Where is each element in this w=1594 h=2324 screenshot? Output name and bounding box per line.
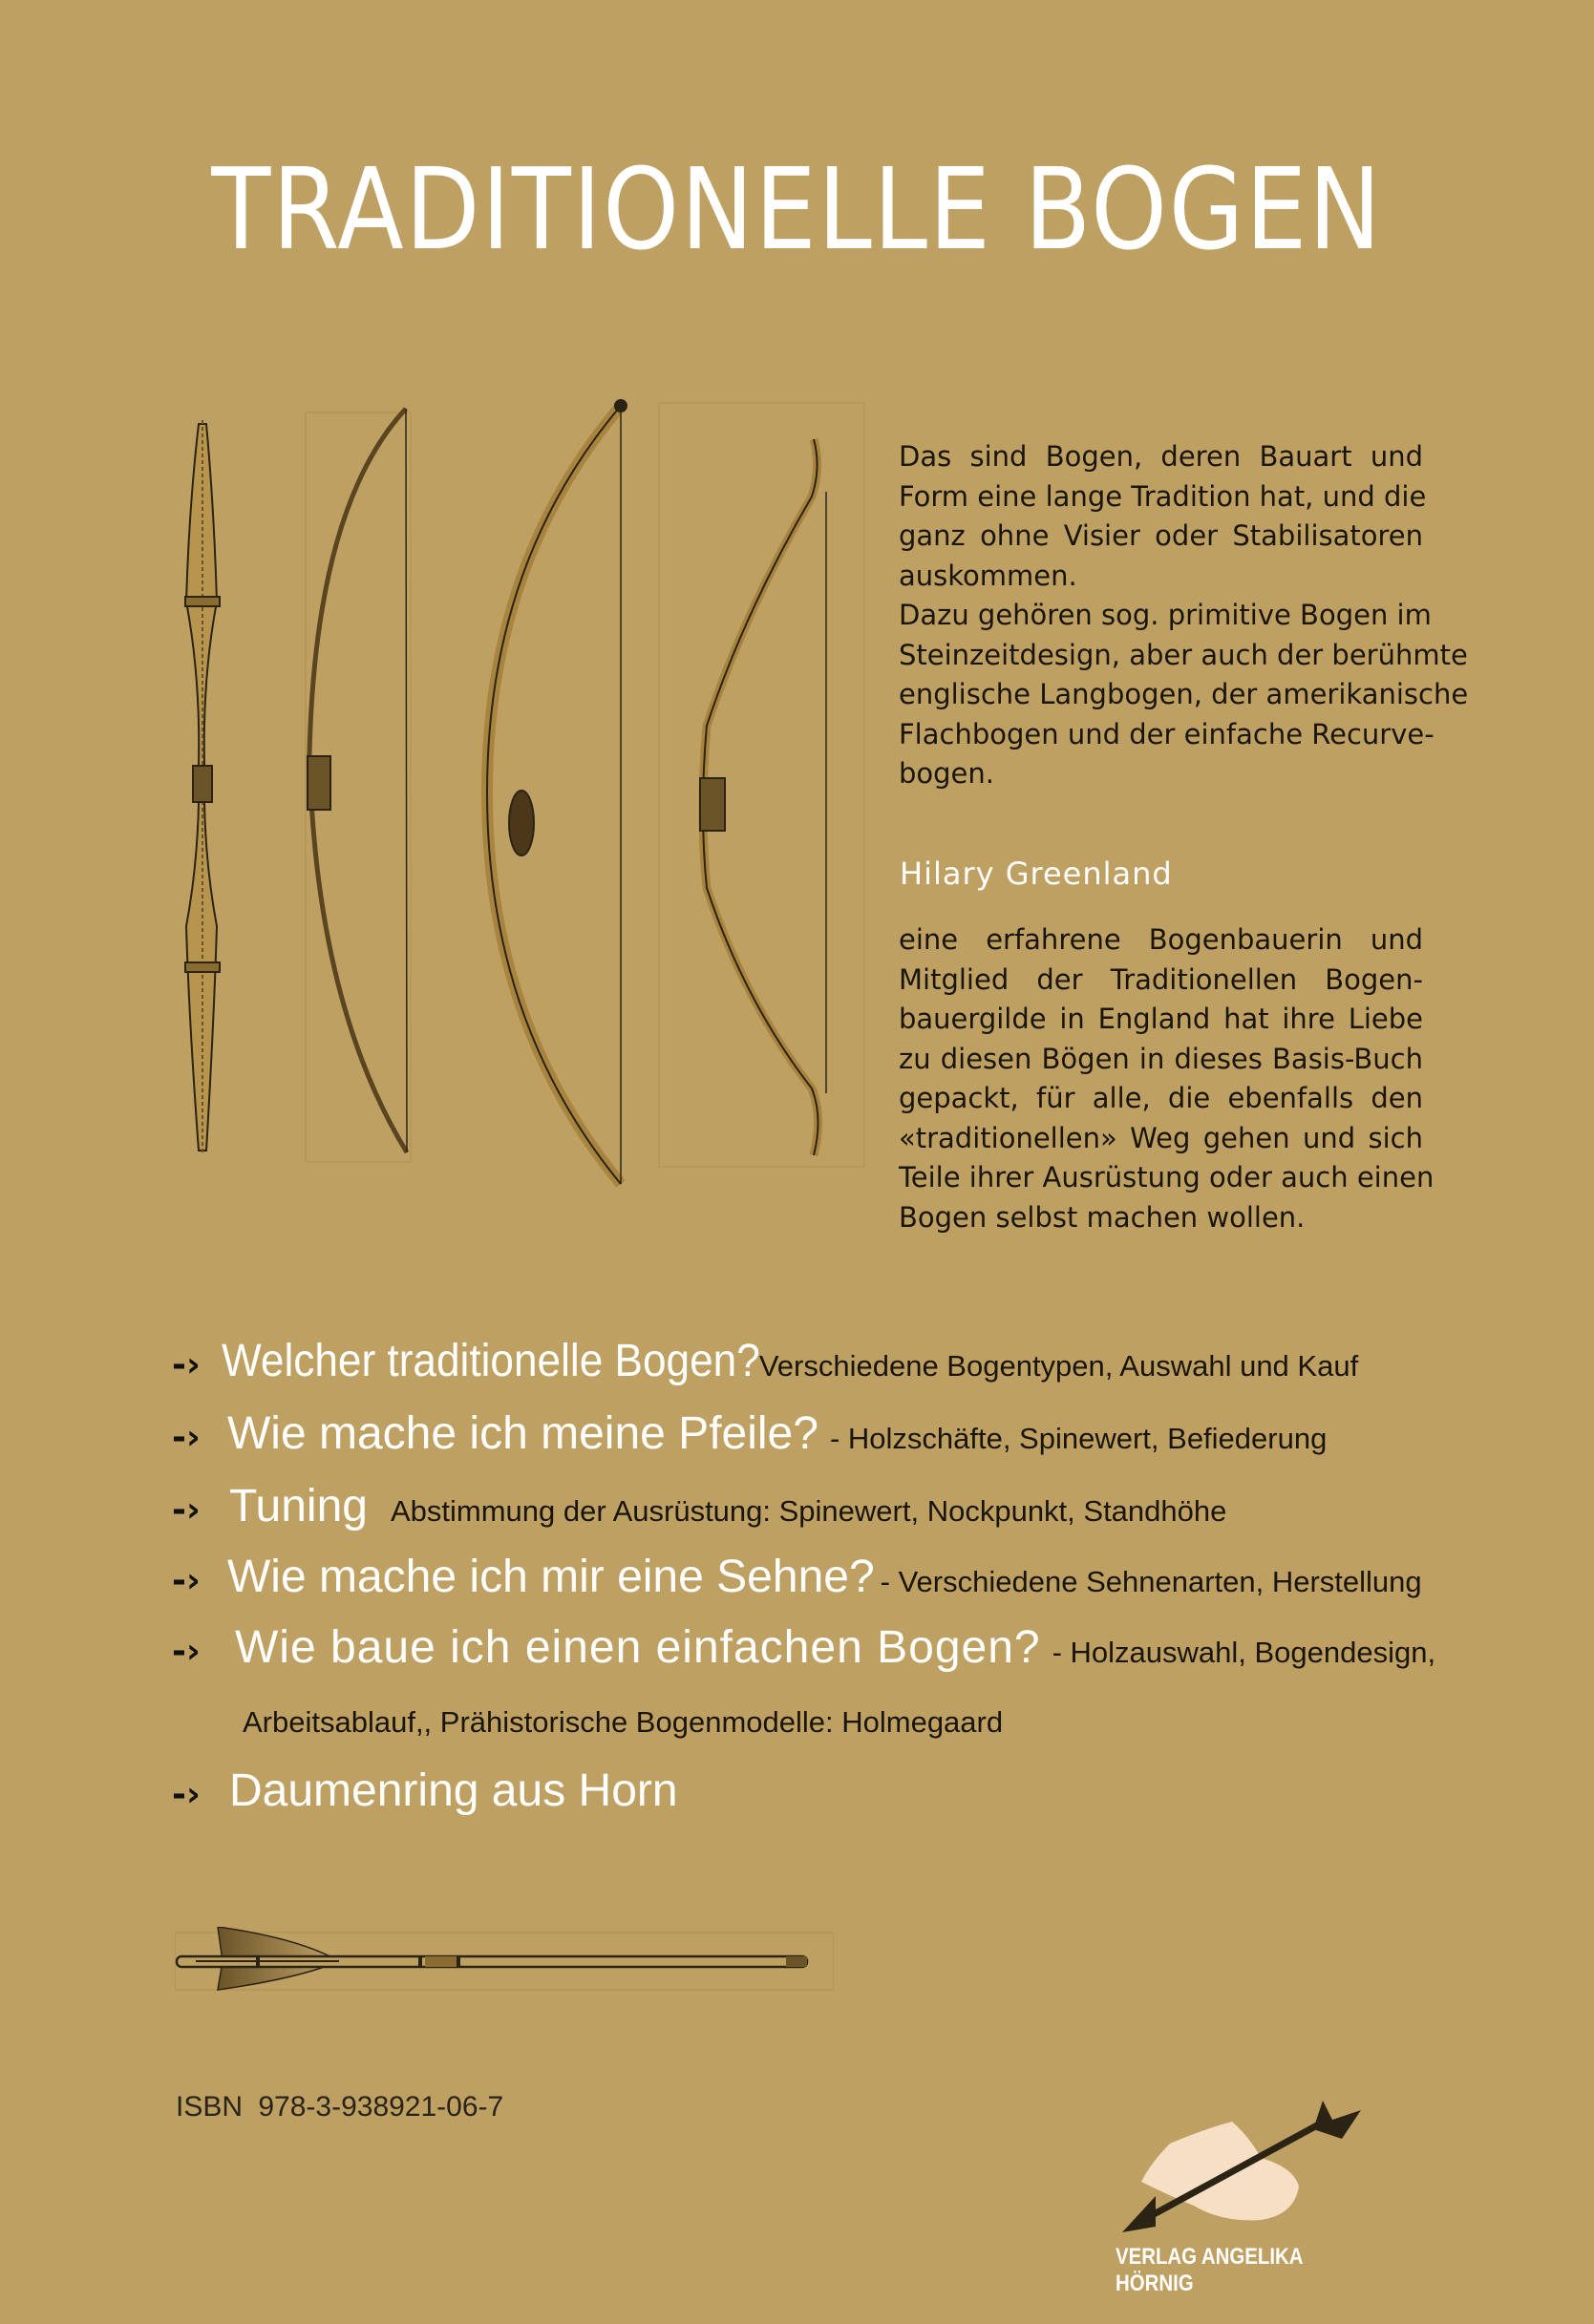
intro-line: Steinzeitdesign, aber auch der berühmte	[899, 638, 1468, 671]
intro-line: englische Langbogen, der amerikanische	[899, 678, 1469, 710]
flatbow	[487, 400, 627, 1184]
arrow-bullet-icon: -›	[172, 1490, 201, 1530]
author-name: Hilary Greenland	[900, 856, 1173, 892]
intro-line: ganz ohne Visier oder Stabilisatoren	[899, 519, 1423, 552]
topic-item	[172, 1621, 1435, 1674]
topic-detail: - Holzschäfte, Spinewert, Befiederung	[829, 1422, 1328, 1455]
intro-line: bogen.	[899, 757, 994, 790]
arrow-illustration	[175, 1927, 834, 1994]
isbn: ISBN 978-3-938921-06-7	[176, 2091, 504, 2123]
topic-detail: Verschiedene Bogentypen, Auswahl und Kauf	[758, 1349, 1359, 1383]
topic-item	[172, 1407, 1327, 1460]
bio-line: «traditionellen» Weg gehen und sich	[899, 1121, 1423, 1154]
intro-line: Flachbogen und der einfache Recurve-	[899, 717, 1435, 750]
topic-title: Wie mache ich mir eine Sehne?	[227, 1552, 875, 1602]
topic-item	[172, 1335, 1358, 1387]
topic-detail: - Holzauswahl, Bogendesign,	[1052, 1636, 1436, 1669]
intro-line: auskommen.	[899, 559, 1077, 592]
bio-line: bauergilde in England hat ihre Liebe	[899, 1003, 1423, 1035]
intro-paragraph	[899, 437, 1469, 794]
arrow-bullet-icon: -›	[172, 1775, 201, 1814]
bio-paragraph	[899, 920, 1435, 1237]
bio-line: zu diesen Bögen in dieses Basis-Buch	[899, 1042, 1423, 1075]
topic-detail: Abstimmung der Ausrüstung: Spinewert, Nockpunkt, Standhöhe	[390, 1494, 1227, 1528]
intro-line: Form eine lange Tradition hat, und die	[899, 479, 1427, 513]
bio-line: Mitglied der Traditionellen Bogen-	[899, 962, 1423, 996]
bows-illustration	[172, 391, 879, 1203]
recurve-bow	[659, 403, 864, 1167]
topic-item	[172, 1764, 678, 1817]
arrow-bullet-icon: -›	[172, 1632, 201, 1671]
arrow-bullet-icon: -›	[172, 1561, 201, 1600]
intro-line: Dazu gehören sog. primitive Bogen im	[899, 599, 1432, 631]
arrow-bullet-icon: -›	[172, 1345, 201, 1384]
bio-line: Teile ihrer Ausrüstung oder auch einen	[899, 1161, 1435, 1194]
bio-line: gepackt, für alle, die ebenfalls den	[899, 1082, 1423, 1114]
publisher-name: VERLAG ANGELIKA HÖRNIG	[1116, 2244, 1303, 2296]
intro-line: Das sind Bogen, deren Bauart und	[899, 440, 1423, 473]
straight-bow	[185, 420, 220, 1155]
bio-line: Bogen selbst machen wollen.	[899, 1200, 1306, 1234]
topic-title: Wie baue ich einen einfachen Bogen?	[235, 1622, 1041, 1673]
topic-detail: - Verschiedene Sehnenarten, Herstellung	[880, 1565, 1422, 1598]
longbow	[306, 409, 411, 1162]
publisher-logo-hand-arrow-icon	[1117, 2101, 1385, 2244]
topic-title: Daumenring aus Horn	[229, 1765, 678, 1816]
topic-detail-continuation: Arbeitsablauf,, Prähistorische Bogenmodelle: Holmegaard	[243, 1705, 1004, 1739]
bio-line: eine erfahrene Bogenbauerin und	[899, 923, 1423, 956]
topic-title: Wie mache ich meine Pfeile?	[227, 1408, 818, 1459]
topic-title: Welcher traditionelle Bogen?	[222, 1336, 760, 1386]
arrow-bullet-icon: -›	[172, 1418, 201, 1457]
topic-item	[172, 1480, 1226, 1532]
topic-title: Tuning	[229, 1481, 368, 1532]
book-title: TRADITIONELLE BOGEN	[211, 143, 1383, 275]
topic-item	[172, 1551, 1422, 1603]
